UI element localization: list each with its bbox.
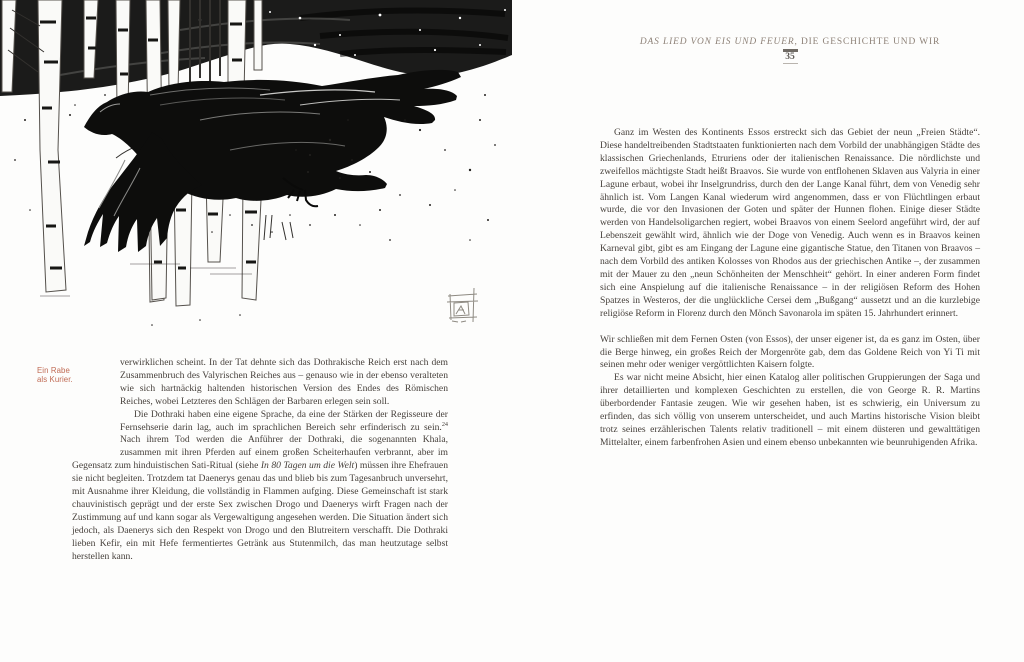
book-title: DAS LIED VON EIS UND FEUER bbox=[639, 37, 795, 47]
paragraph: verwirklichen scheint. In der Tat dehnte sich das Dothrakische Reich erst nach dem Zusammenbruch des Valyrischen Reiches aus – genauso wie in der ebenso veralteten wie sich hartnäckig haltenden historischen Version des Endes des Römischen Reiches, wobei Letzteres den Schlägen der Barbaren erlegen sein soll. bbox=[120, 357, 448, 407]
caption-line-2: als Kurier. bbox=[37, 375, 73, 385]
paragraph: Es war nicht meine Absicht, hier einen Katalog aller politischen Gruppierungen der Saga und ihrer detaillierten und komplexen Geschichten zu erstellen, die von George R. R. Martins überbordender Fantasie zeugen. Wie wir gesehen haben, ist es schwierig, ein Universum zu erfinden, das sich völlig von unserem unterscheidet, und auch Martins historische Vision bleibt trotz seines erzählerischen Talents relativ traditionell – mit einem düsteren und gewalttätigen Mittelalter, einem farbenfrohen Asien und einem ebenso unbekannten wie beunruhigenden Afrika. bbox=[600, 372, 980, 448]
raven-illustration bbox=[0, 0, 512, 352]
running-head bbox=[600, 37, 980, 47]
running-head-rest: , DIE GESCHICHTE UND WIR bbox=[794, 37, 941, 47]
paragraph: Ganz im Westen des Kontinents Essos erstreckt sich das Gebiet der neun „Freien Städte“. Diese handeltreibenden Stadtstaaten funktionierten nach dem Vorbild der unabhängigen Städte des klassischen Griechenlands, Etruriens oder der italienischen Renaissance. Die nördlichste und zweifellos mächtigste Stadt heißt Braavos. Sie wurde von entflohenen Sklaven aus Valyria in einer Lagune erbaut, wobei ihr Inselgrundriss, durch den der Lange Kanal führt, dem von Venedig sehr ähnlich ist. Vom Langen Kanal wiederum wird angenommen, dass er von Flüchtlingen erbaut wurde, die vor den Invasionen der Goten und später der Hunnen flohen. Einige dieser Städte werden von Handelsoligarchen regiert, wobei Braavos von einem Seelord angeführt wird, der auf Lebenszeit gewählt wird, ähnlich wie der Doge von Venedig. Auch wenn es in Braavos keinen Karneval gibt, gibt es am Eingang der Lagune eine gigantische Statue, den Titanen von Braavos – nach dem Vorbild des antiken Kolosses von Rhodos aus der griechischen Antike –, der zusammen mit der Mauer zu den „neun Schönheiten der Menschheit“ gehört. In einer anderen Form findet sich eine Anspielung auf die italienische Renaissance – in der religiösen Reform des Hohen Spatzes in Westeros, der die unglückliche Cersei dem „Bußgang“ aussetzt und an die kurzlebige religiöse Reform in Florenz durch den Mönch Savonarola im späten 15. Jahrhundert erinnert. bbox=[600, 127, 980, 319]
raven bbox=[84, 70, 461, 252]
paragraph: Wir schließen mit dem Fernen Osten (von Essos), der unser eigener ist, da es ganz im Osten, über die Berge hinweg, ein großes Reich der Morgenröte gab, dem das Goldene Reich von Yi Ti mit seinen mehr oder weniger vergöttlichten Kaisern folgte. bbox=[600, 333, 980, 371]
page-number: 35 bbox=[785, 52, 795, 62]
text-wrap-spacer bbox=[72, 357, 120, 460]
left-body-text bbox=[72, 357, 448, 564]
paragraph: Die Dothraki haben eine eigene Sprache, da eine der Stärken der Regisseure der Fernsehserie darin lag, auch im sprachlichen Bereich sehr erfinderisch zu sein.$^{24}$ Nach ihrem Tod werden die Anführer der Dothraki, die sogenannten Khala, zusammen mit ihren Pferden auf einem großen Scheiterhaufen verbrannt, aber im Gegensatz zum hinduistischen Sati-Ritual (siehe In 80 Tagen um die Welt) müssen ihre Ehefrauen sie nicht begleiten. Trotzdem tat Daenerys genau das und blieb bis zum Tagesanbruch unversehrt, mit Ausnahme ihrer Kleidung, die vollständig in Flammen aufging. Diese Gemeinschaft ist stark chauvinistisch geprägt und der erste Sex zwischen Drogo und Daenerys wirft Fragen nach der Zustimmung auf und kann sogar als Vergewaltigung angesehen werden. Die Situation ändert sich jedoch, als Daenerys sich den Respekt von Drogo und den Blutreitern verschafft. Die Dothraki lieben Kefir, ein mit Hefe fermentiertes Getränk aus Stutenmilch, das man heutzutage selbst herstellen kann. bbox=[72, 408, 448, 562]
page-number-block bbox=[600, 49, 980, 64]
right-page bbox=[512, 0, 1024, 662]
artist-monogram-stamp bbox=[447, 288, 478, 322]
page-number-underline bbox=[783, 63, 798, 64]
caption-line-1: Ein Rabe bbox=[37, 366, 70, 375]
right-body-text bbox=[600, 127, 980, 450]
